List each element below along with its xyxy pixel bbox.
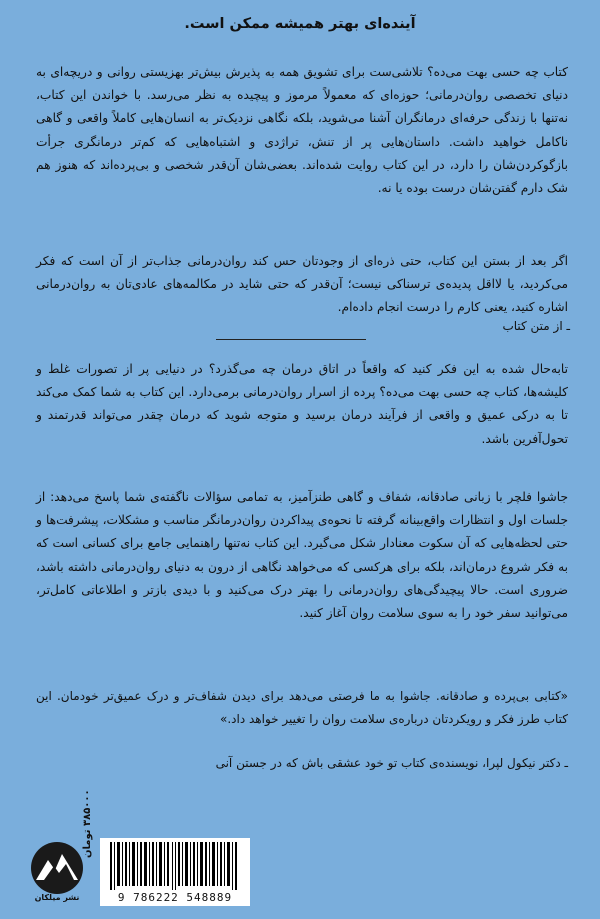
barcode-icon: [110, 842, 240, 890]
price-label: ۳۸۵۰۰۰ تومان: [82, 789, 93, 858]
excerpt-attribution: ـ از متن کتاب: [502, 319, 570, 333]
description-paragraph: تابه‌حال شده به این فکر کنید که واقعاً در اتاق درمان چه می‌گذرد؟ در دنیایی پر از تصورات غلط و کلیشه‌ها، کتاب چه حسی بهت می‌ده؟ پرده از اسرار روان‌درمانی برمی‌دارد. این کتاب به شما کمک می‌کند تا به درکی عمیق و واقعی از فرآیند درمان برسید و متوجه شوید که درمان چقدر می‌تواند قدرتمند و تحول‌آفرین باشد.: [36, 362, 568, 446]
publisher-name: نشر میلکان: [34, 893, 80, 902]
blurb-quote: «کتابی بی‌پرده و صادقانه. جاشوا به ما فرصتی می‌دهد برای دیدن شفاف‌تر و درک عمیق‌تر خودمان. این کتاب طرز فکر و رویکردتان درباره‌ی سلامت روان را تغییر خواهد داد.»: [36, 689, 568, 726]
section-divider: [216, 339, 366, 340]
isbn-number: 9 786222 548889: [117, 891, 233, 904]
author-paragraph: جاشوا فلچر با زبانی صادقانه، شفاف و گاهی طنزآمیز، به تمامی سؤالات ناگفته‌ی شما پاسخ می‌دهد: از جلسات اول و انتظارات واقع‌بینانه گرفته تا نحوه‌ی پیداکردن روان‌درمانگر مناسب و مشکلات، پیشرفت‌ها و حتی لحظه‌هایی که آن سکوت معنادار شکل می‌گیرد. این کتاب نه‌تنها راهنمایی جامع برای کسانی است که به فکر شروع درمان‌اند، بلکه برای هرکسی که می‌خواهد نگاهی از درون به دنیای روان‌درمانی داشته باشد، ضروری است. حالا پیچیدگی‌های روان‌درمانی را بهتر درک می‌کنید و با دیدی بازتر و اطلاعاتی کامل‌تر، می‌توانید سفر خود را به سوی سلامت روان آغاز کنید.: [36, 490, 568, 621]
blurb-author: ـ دکتر نیکول لپرا، نویسنده‌ی کتاب تو خود عشقی باش که در جستن آنی: [215, 756, 568, 770]
isbn-barcode: [100, 838, 250, 906]
excerpt-paragraph: اگر بعد از بستن این کتاب، حتی ذره‌ای از وجودتان حس کند روان‌درمانی جذاب‌تر از آن است که فکر می‌کردید، یا لااقل پدیده‌ی ترسناکی نیست؛ آن‌قدر که حتی شاید در مکالمه‌های عادی‌تان به روان‌درمانی اشاره کنید، یعنی کارم را درست انجام داده‌ام.: [36, 254, 568, 315]
intro-paragraph: کتاب چه حسی بهت می‌ده؟ تلاشی‌ست برای تشویق همه به پذیرش بیش‌تر بهزیستی روانی و دریچه‌ای به دنیای تخصصی روان‌درمانی؛ حوزه‌ای که معمولاً مرموز و پیچیده به نظر می‌رسد. با خواندن این کتاب، نه‌تنها با زندگی حرفه‌ای درمانگران آشنا می‌شوید، بلکه نگاهی نزدیک‌تر به انسان‌هایی کاملاً واقعی و گاهی ناکامل خواهید داشت. داستان‌هایی پر از تنش، تراژدی و اشتباه‌هایی که کم‌تر درمانگری جرأت بازگوکردن‌شان را دارد، در این کتاب روایت شده‌اند. بعضی‌شان آن‌قدر شخصی و بی‌پرده‌اند که هنوز هم شک دارم گفتن‌شان درست بوده یا نه.: [36, 65, 568, 196]
cover-headline: آینده‌ای بهتر همیشه ممکن است.: [184, 16, 416, 32]
